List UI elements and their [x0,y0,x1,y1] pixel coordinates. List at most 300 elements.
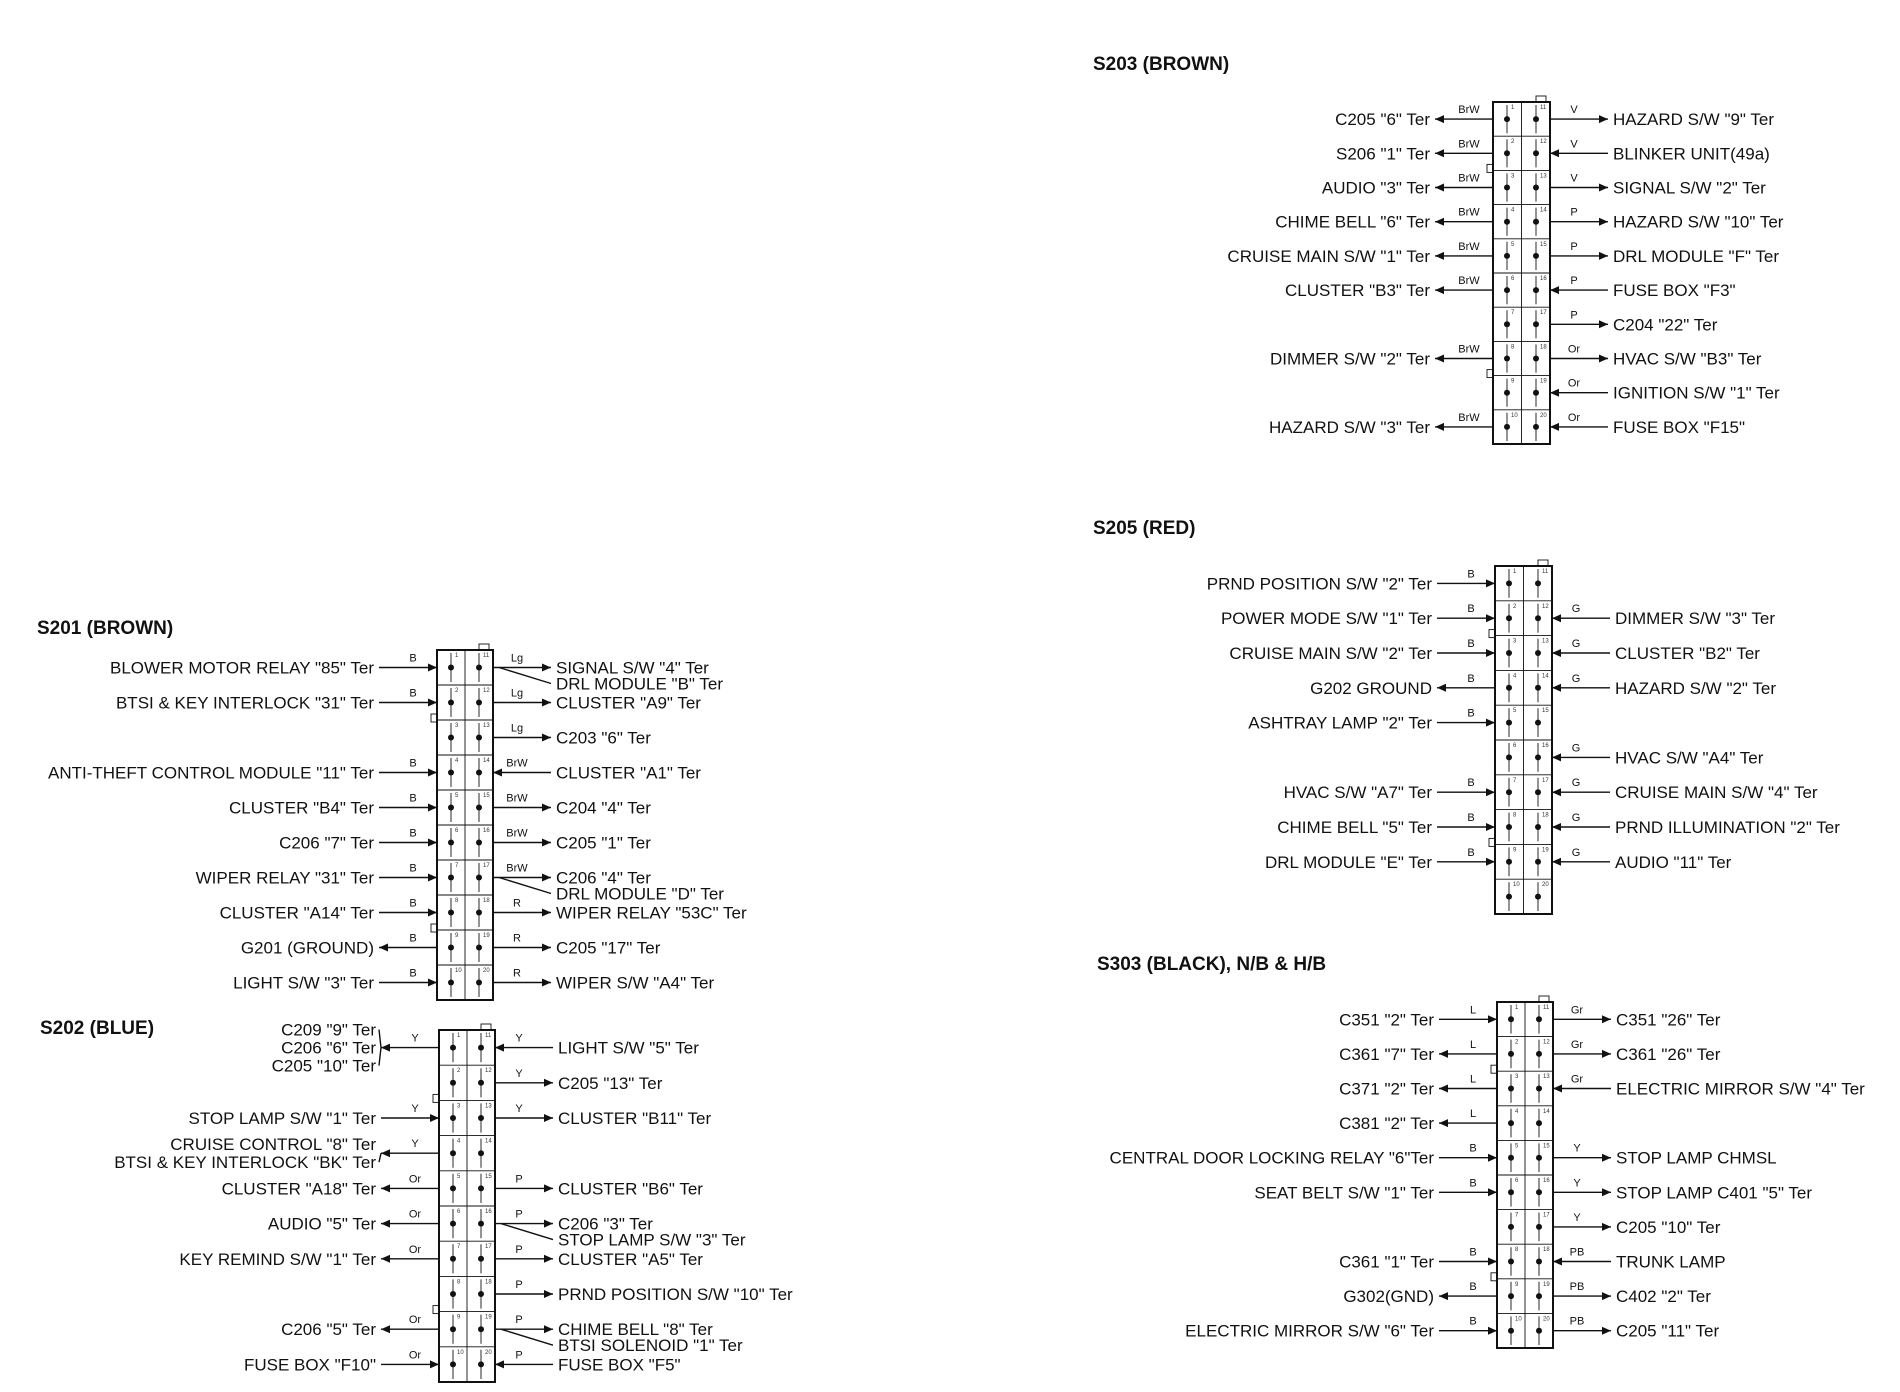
wire-destination: LIGHT S/W "3" Ter [233,973,374,993]
pin-9 [448,945,454,951]
wire-destination: FUSE BOX "F10" [243,1355,376,1375]
pin-number: 20 [485,1349,492,1356]
wire-color: R [513,897,521,910]
wire-color: Y [411,1032,419,1045]
pin-number: 6 [1515,1178,1519,1184]
pin-number: 18 [1540,344,1547,351]
wire-color: BrW [1458,240,1480,253]
pin-number: 16 [485,1209,492,1215]
pin-16 [1536,1189,1542,1195]
wire-destination: C361 "7" Ter [1339,1044,1434,1064]
wire-color: P [515,1243,523,1256]
connector-title: S201 (BROWN) [37,618,174,639]
pin-number: 16 [1542,743,1549,749]
wire-right-pin-19 [1552,847,1732,872]
wire-left-pin-1 [1335,104,1493,129]
arrow-head [544,1184,553,1192]
wire-right-pin-18 [495,1279,793,1304]
wire-right-pin-12 [1553,1039,1721,1064]
wire-left-pin-10 [1185,1316,1497,1341]
wire-color: BrW [506,862,528,875]
arrow-head [542,664,551,672]
pin-number: 9 [457,1314,461,1321]
wire-color: BrW [506,757,528,770]
pin-15 [1535,720,1541,726]
wire-color: R [513,967,521,980]
wire-color: P [1570,309,1578,322]
pin-1 [1506,580,1512,586]
pin-13 [1536,1086,1542,1092]
wire-right-pin-20 [493,968,715,993]
arrow-head [381,1149,390,1157]
wire-color: L [1469,1004,1477,1017]
arrow-head [542,944,551,952]
wire-destination: FUSE BOX "F15" [1613,417,1746,437]
arrow-head [1602,1015,1611,1023]
wire-destination: C351 "2" Ter [1339,1010,1434,1030]
arrow-head [428,874,437,882]
pin-number: 12 [1543,1039,1550,1046]
pin-3 [1506,650,1512,656]
pin-8 [448,910,454,916]
pin-13 [1535,650,1541,656]
wire-destination: CLUSTER "A18" Ter [221,1179,376,1199]
pin-number: 8 [1513,812,1517,819]
pin-number: 20 [1540,412,1547,419]
arrow-head [1486,649,1495,657]
wire-color: B [1467,812,1475,824]
connector-title: S202 (BLUE) [40,1018,155,1039]
wire-color: B [409,932,417,945]
wire-right-pin-15 [1553,1143,1777,1168]
arrow-head [1435,149,1444,157]
wire-color: G [1571,603,1581,616]
pin-19 [1536,1293,1542,1299]
pin-number: 8 [457,1279,461,1286]
pin-number: 4 [1515,1108,1519,1115]
wire-left-pin-8 [220,898,437,923]
pin-number: 12 [483,688,490,694]
wire-left-pin-10 [233,968,437,993]
wire-destination: ELECTRIC MIRROR S/W "6" Ter [1185,1321,1434,1341]
pin-14 [476,770,482,776]
pin-3 [450,1115,456,1121]
pin-number: 13 [1542,638,1549,645]
wire-left-pin-2 [1221,603,1495,628]
wire-destination: STOP LAMP CHMSL [1616,1148,1777,1168]
wire-destination: C203 "6" Ter [556,728,651,748]
pin-number: 7 [1513,777,1517,784]
pin-12 [476,700,482,706]
wire-destination: C206 "4" Ter [556,868,651,888]
wire-destination: IGNITION S/W "1" Ter [1613,383,1780,403]
pin-18 [1536,1259,1542,1265]
pin-1 [448,665,454,671]
pin-17 [476,875,482,881]
wire-color: V [1570,172,1578,185]
wire-color: BrW [1458,172,1480,185]
wire-color: Y [1573,1177,1581,1190]
arrow-head [428,664,437,672]
wire-left-pin-2 [116,688,437,713]
pin-15 [478,1185,484,1191]
wire-destination: G302(GND) [1343,1287,1434,1307]
pin-number: 4 [1511,207,1515,214]
arrow-head [544,1325,553,1333]
wire-right-pin-14 [493,758,701,783]
wire-right-pin-13 [493,723,651,748]
wire-right-pin-14 [1552,673,1776,698]
wire-right-pin-13 [495,1103,711,1128]
arrow-head [542,734,551,742]
pin-14 [1535,685,1541,691]
wire-left-pin-2 [1336,138,1493,163]
arrow-head [1550,423,1559,431]
wire-destination: C205 "1" Ter [556,833,651,853]
pin-20 [1533,424,1539,430]
wire-right-pin-12 [1552,603,1775,628]
arrow-head [1435,423,1444,431]
wire-color: Lg [510,687,524,700]
connector-s202 [40,1018,793,1382]
wire-destination: WIPER S/W "A4" Ter [556,973,715,993]
wire-destination: C361 "26" Ter [1616,1044,1721,1064]
wire-left-pin-5 [1227,241,1493,266]
wire-right-pin-19 [1550,378,1780,403]
pin-1 [1504,116,1510,122]
arrow-head [544,1220,553,1228]
arrow-head [493,769,502,777]
pin-number: 9 [1511,378,1515,385]
wire-left-pin-4 [1275,207,1493,232]
wire-color: L [1469,1038,1477,1051]
pin-number: 17 [1540,310,1547,317]
wire-right-pin-16 [493,828,651,853]
pin-number: 17 [1542,777,1549,784]
arrow-head [1435,286,1444,294]
pin-number: 6 [455,828,459,834]
wire-destination: PRND POSITION S/W "2" Ter [1206,574,1432,594]
pin-number: 11 [485,1033,492,1039]
pin-16 [476,840,482,846]
arrow-head [1552,753,1561,761]
pin-number: 8 [455,898,459,904]
wire-destination: CLUSTER "B3" Ter [1285,281,1430,301]
wire-color: Y [515,1103,523,1115]
pin-12 [1535,615,1541,621]
pin-number: 11 [1543,1005,1550,1011]
wire-color: B [409,687,417,700]
wire-right-pin-15 [495,1173,703,1198]
pin-number: 1 [1513,569,1517,575]
wire-left-pin-7 [196,863,437,888]
pin-10 [450,1361,456,1367]
wire-left-pin-5 [1110,1143,1497,1168]
arrow-head [1486,858,1495,866]
wire-destination: ASHTRAY LAMP "2" Ter [1248,713,1432,733]
wire-left-pin-7 [179,1244,439,1269]
pin-number: 6 [457,1209,461,1215]
pin-13 [1533,185,1539,191]
wire-destination: BLOWER MOTOR RELAY "85" Ter [110,658,374,678]
wire-color: BrW [1458,411,1480,424]
arrow-head [1602,1292,1611,1300]
wire-destination: HVAC S/W "B3" Ter [1613,349,1762,369]
wire-right-pin-18 [1552,812,1840,837]
pin-number: 19 [1543,1281,1550,1288]
pin-8 [1506,824,1512,830]
wire-destination: DRL MODULE "F" Ter [1613,246,1780,266]
arrow-head [1552,614,1561,622]
arrow-head [1599,218,1608,226]
wire-destination: C351 "26" Ter [1616,1010,1721,1030]
wire-left-pin-1 [1207,568,1495,593]
wire-color: B [1467,603,1475,616]
connector-title: S205 (RED) [1093,518,1196,539]
wire-color: Or [408,1208,422,1221]
pin-5 [1508,1155,1514,1161]
wire-destination: CRUISE CONTROL "8" Ter [170,1135,376,1155]
arrow-head [1552,684,1561,692]
pin-number: 18 [483,898,490,904]
arrow-head [495,1044,504,1052]
arrow-head [1488,1154,1497,1162]
arrow-head [1599,252,1608,260]
arrow-head [1435,355,1444,363]
wire-destination: C204 "4" Ter [556,798,651,818]
pin-number: 15 [485,1173,492,1180]
pin-20 [478,1361,484,1367]
pin-11 [1535,580,1541,586]
arrow-head [542,979,551,987]
connector-title: S303 (BLACK), N/B & H/B [1097,954,1327,975]
pin-number: 17 [483,863,490,869]
arrow-head [379,944,388,952]
pin-number: 5 [457,1173,461,1180]
wire-destination: C205 "10" Ter [1616,1217,1721,1237]
arrow-head [381,1255,390,1263]
arrow-head [495,1360,504,1368]
wire-destination: ELECTRIC MIRROR S/W "4" Ter [1616,1079,1865,1099]
wire-color: L [1469,1073,1477,1086]
pin-3 [448,735,454,741]
wire-color: Or [408,1349,422,1362]
pin-9 [450,1326,456,1332]
wire-destination: CHIME BELL "5" Ter [1277,818,1432,837]
pin-number: 15 [1543,1143,1550,1150]
wire-color: G [1571,846,1581,859]
pin-16 [1535,754,1541,760]
arrow-head [1437,684,1446,692]
wire-left-pin-3 [189,1103,440,1128]
pin-2 [448,700,454,706]
arrow-head [1488,1327,1497,1335]
wire-left-pin-9 [1265,847,1495,872]
arrow-head [1486,579,1495,587]
wire-color: B [1467,707,1475,720]
pin-number: 5 [1513,708,1517,715]
wire-destination: CLUSTER "B11" Ter [558,1109,712,1128]
arrow-head [1439,1050,1448,1058]
wire-color: Y [411,1138,419,1151]
arrow-head [1553,1085,1562,1093]
pin-number: 16 [1543,1178,1550,1184]
wire-color: PB [1569,1315,1585,1328]
wire-color: B [409,967,417,980]
wire-destination: CLUSTER "A1" Ter [556,763,701,783]
wire-left-pin-1 [1339,1004,1497,1029]
arrow-head [1486,719,1495,727]
pin-12 [478,1080,484,1086]
pin-3 [1508,1086,1514,1092]
arrow-head [381,1184,390,1192]
wire-right-pin-17 [1552,777,1818,802]
pin-number: 17 [1543,1212,1550,1219]
pin-number: 3 [1511,173,1515,180]
arrow-head [1552,649,1561,657]
wire-destination: C209 "9" Ter [281,1020,376,1040]
wire-destination: BTSI & KEY INTERLOCK "BK" Ter [114,1153,376,1173]
wire-destination: PRND ILLUMINATION "2" Ter [1615,818,1840,837]
pin-number: 7 [457,1244,461,1251]
pin-19 [1533,390,1539,396]
wire-destination: CLUSTER "B4" Ter [229,798,374,818]
pin-20 [476,980,482,986]
pin-number: 2 [1515,1039,1519,1046]
arrow-head [1602,1223,1611,1231]
wire-color: PB [1569,1281,1585,1294]
wire-color: Y [411,1103,419,1115]
wire-right-pin-15 [493,793,651,818]
wire-color: Gr [1570,1073,1584,1086]
wire-right-pin-20 [1550,412,1745,437]
wire-left-pin-2 [1339,1039,1497,1064]
pin-19 [478,1326,484,1332]
pin-11 [478,1045,484,1051]
pin-number: 16 [1540,276,1547,282]
wire-destination: CHIME BELL "8" Ter [558,1320,713,1340]
pin-number: 1 [455,653,459,659]
wire-destination: C204 "22" Ter [1613,315,1718,335]
wire-destination: STOP LAMP S/W "1" Ter [188,1109,376,1128]
pin-number: 12 [485,1068,492,1075]
wire-destination: LIGHT S/W "5" Ter [558,1038,699,1058]
wire-color: B [1467,568,1475,581]
pin-number: 10 [457,1349,464,1356]
wire-destination: CLUSTER "B2" Ter [1615,644,1760,663]
wire-left-pin-10 [1269,412,1493,437]
wire-left-pin-10 [244,1349,439,1374]
pin-number: 11 [483,653,490,659]
pin-number: 13 [485,1103,492,1110]
pin-number: 4 [457,1138,461,1145]
wire-right-pin-11 [1550,104,1774,129]
arrow-head [381,1325,390,1333]
wire-left-pin-9 [281,1314,439,1339]
arrow-head [428,769,437,777]
wire-color: BrW [1458,138,1480,151]
pin-13 [476,735,482,741]
arrow-head [544,1255,553,1263]
pin-20 [1536,1328,1542,1334]
wire-destination: SEAT BELT S/W "1" Ter [1254,1183,1434,1203]
arrow-head [1486,614,1495,622]
arrow-head [542,909,551,917]
wire-color: P [1570,206,1578,219]
wire-destination: C402 "2" Ter [1616,1287,1711,1307]
pin-6 [450,1221,456,1227]
arrow-head [1550,389,1559,397]
wire-destination: C206 "6" Ter [281,1038,376,1058]
wire-color: B [409,757,417,770]
pin-number: 8 [1511,344,1515,351]
pin-number: 19 [1542,847,1549,854]
wire-color: B [1469,1177,1477,1190]
pin-number: 2 [457,1068,461,1075]
wire-destination: CRUISE MAIN S/W "4" Ter [1615,783,1818,803]
pin-number: 10 [455,968,462,974]
wire-destination: CRUISE MAIN S/W "1" Ter [1227,246,1430,266]
arrow-head [1602,1154,1611,1162]
pin-9 [1508,1293,1514,1299]
wire-color: B [409,652,417,665]
wire-destination: CHIME BELL "6" Ter [1275,212,1430,232]
pin-7 [450,1256,456,1262]
pin-number: 1 [1515,1005,1519,1011]
wire-right-pin-13 [1550,173,1766,198]
wire-destination: SIGNAL S/W "2" Ter [1613,178,1766,198]
pin-number: 14 [485,1138,492,1145]
arrow-head [1435,115,1444,123]
wire-color: V [1570,104,1578,117]
wire-destination: SIGNAL S/W "4" Ter [556,658,709,678]
pin-number: 7 [1511,310,1515,317]
pin-2 [1504,150,1510,156]
wire-left-pin-5 [229,793,437,818]
wire-left-pin-3 [1339,1074,1497,1099]
arrow-head [1439,1085,1448,1093]
wire-left-pin-4 [48,758,437,783]
pin-number: 11 [1540,105,1547,111]
wire-destination: DIMMER S/W "2" Ter [1269,349,1430,369]
wire-left-pin-6 [1254,1177,1497,1202]
pin-number: 15 [1542,708,1549,715]
wire-color: BrW [1458,206,1480,219]
wire-left-pin-6 [279,828,437,853]
wire-color: Y [1573,1142,1581,1155]
pin-5 [1504,253,1510,259]
pin-4 [1508,1120,1514,1126]
pin-number: 6 [1511,276,1515,282]
wire-left-pin-6 [268,1209,439,1234]
arrow-head [1488,1015,1497,1023]
pin-number: 5 [1511,241,1515,248]
wire-right-pin-16 [1552,742,1764,767]
wire-destination: C371 "2" Ter [1339,1079,1434,1099]
connector-s201 [37,618,747,1000]
pin-18 [476,910,482,916]
wire-color: Or [1567,411,1581,424]
connector-title: S203 (BROWN) [1093,54,1230,75]
pin-8 [450,1291,456,1297]
wire-destination: PRND POSITION S/W "10" Ter [558,1285,793,1304]
pin-9 [1506,859,1512,865]
pin-7 [1508,1224,1514,1230]
wire-destination: DRL MODULE "E" Ter [1265,852,1432,872]
wire-right-pin-17 [1553,1212,1721,1237]
wire-color: B [1467,777,1475,790]
wire-right-pin-19 [1553,1281,1711,1306]
